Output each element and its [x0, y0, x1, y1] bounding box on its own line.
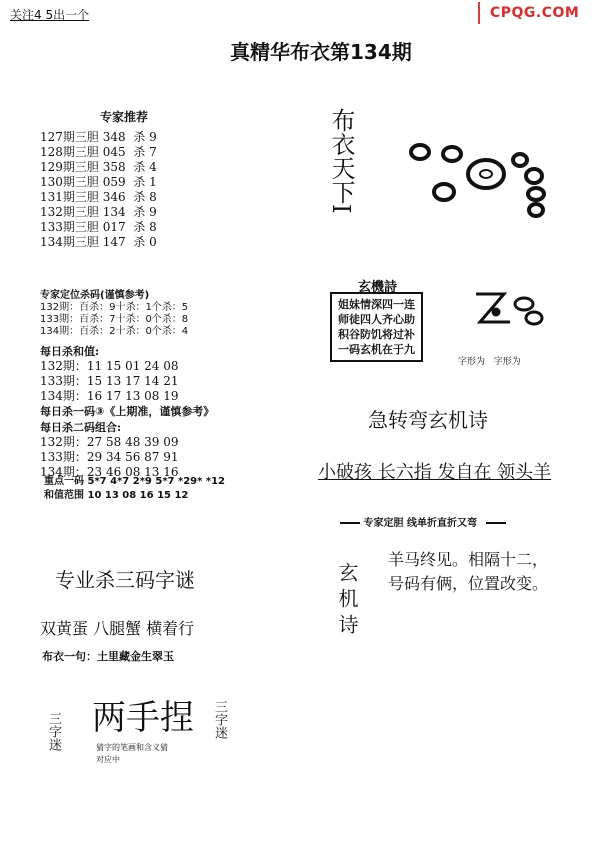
expert-row: 134期三胆 147 杀 0	[40, 235, 157, 249]
dash-right	[486, 522, 506, 524]
two-hands-riddle: 两手捏	[92, 698, 194, 738]
sum-kill-row: 134期：16 17 13 08 19	[40, 389, 179, 403]
sum-kill-heading: 每日杀和值:	[40, 345, 100, 358]
xuanji-line: 姐妹情深四一连	[338, 298, 415, 311]
right-vertical-label: 三字迷	[212, 700, 227, 739]
sum-kill-row: 133期：15 13 17 14 21	[40, 374, 179, 388]
shape-caption: 字形为 字形为	[458, 357, 521, 367]
underline-line: 小破孩 长六指 发自在 领头羊	[318, 462, 552, 483]
expert-row: 130期三胆 059 杀 1	[40, 175, 157, 189]
two-combo-row: 134期：23 46 08 13 16	[40, 465, 179, 479]
position-kill-row: 132期：百杀：9十杀：1个杀：5	[40, 302, 189, 313]
dash-line	[340, 514, 506, 529]
position-kill-row: 133期：百杀：7十杀：0个杀：8	[40, 314, 189, 325]
expert-row: 127期三胆 348 杀 9	[40, 130, 157, 144]
position-kill-block	[40, 290, 188, 338]
page-title: 真精华布衣第134期	[230, 40, 412, 64]
two-combo-row: 133期：29 34 56 87 91	[40, 450, 179, 464]
poem-line: 号码有俩，位置改变。	[388, 574, 549, 593]
two-combo-row: 132期：27 58 48 39 09	[40, 435, 179, 449]
focus-row: 重点一码 5*7 4*7 2*9 5*7 *29* *12	[44, 476, 225, 487]
sum-kill-block	[40, 344, 179, 404]
expert-row: 133期三胆 017 杀 8	[40, 220, 157, 234]
expert-heading: 专家推荐	[100, 110, 149, 124]
expert-row: 129期三胆 358 杀 4	[40, 160, 157, 174]
two-combo-heading: 每日杀二码组合:	[40, 421, 122, 434]
dash-line-text: 专家定胆 线单折直折又弯	[363, 518, 477, 529]
xuanji-vertical-text: 玄机诗	[335, 562, 359, 640]
expert-row: 131期三胆 346 杀 8	[40, 190, 157, 204]
brand-logo[interactable]	[478, 2, 592, 24]
left-vertical-label: 三字迷	[46, 712, 61, 751]
brand-text: CPQG.COM	[490, 5, 580, 21]
xuanji-line: 师徒四人齐心助	[338, 313, 415, 326]
buyi-vertical-text: 布衣天下I	[327, 108, 355, 214]
buyi-line: 布衣一句：土里藏金生翠玉	[42, 650, 174, 663]
xuanji-heading: 玄機詩	[358, 280, 398, 295]
poem-body	[388, 548, 548, 596]
poem-line: 羊马终见。相隔十二，	[388, 550, 549, 569]
xuanji-line: 积谷防饥将过补	[338, 328, 415, 341]
xuanji-line: 一码玄机在于九	[338, 343, 415, 356]
sum-range-row: 和值范围 10 13 08 16 15 12	[44, 490, 189, 501]
sum-kill-row: 132期：11 15 01 24 08	[40, 359, 179, 373]
expert-row: 132期三胆 134 杀 9	[40, 205, 157, 219]
top-tag: 关注4 5出一个	[10, 8, 90, 22]
daily-one-code: 每日杀一码③《上期准，谨慎参考》	[40, 405, 215, 418]
position-kill-heading: 专家定位杀码(谨慎参考)	[40, 290, 150, 301]
shape-figure-icon	[470, 284, 550, 334]
riddle-note-1: 猜字的笔画和含义猜	[96, 743, 168, 752]
three-riddle-title: 专业杀三码字谜	[55, 568, 195, 592]
three-riddle-body: 双黄蛋 八腿蟹 横着行	[40, 619, 195, 638]
xuanji-poem-box	[330, 292, 423, 362]
riddle-note-2: 对应中	[96, 755, 120, 764]
poem-title: 急转弯玄机诗	[368, 408, 488, 432]
dash-left	[340, 522, 360, 524]
circles-figure-icon	[400, 130, 550, 230]
two-combo-block	[40, 420, 179, 480]
expert-list	[40, 130, 157, 250]
position-kill-row: 134期：百杀：2十杀：0个杀：4	[40, 326, 189, 337]
expert-row: 128期三胆 045 杀 7	[40, 145, 157, 159]
